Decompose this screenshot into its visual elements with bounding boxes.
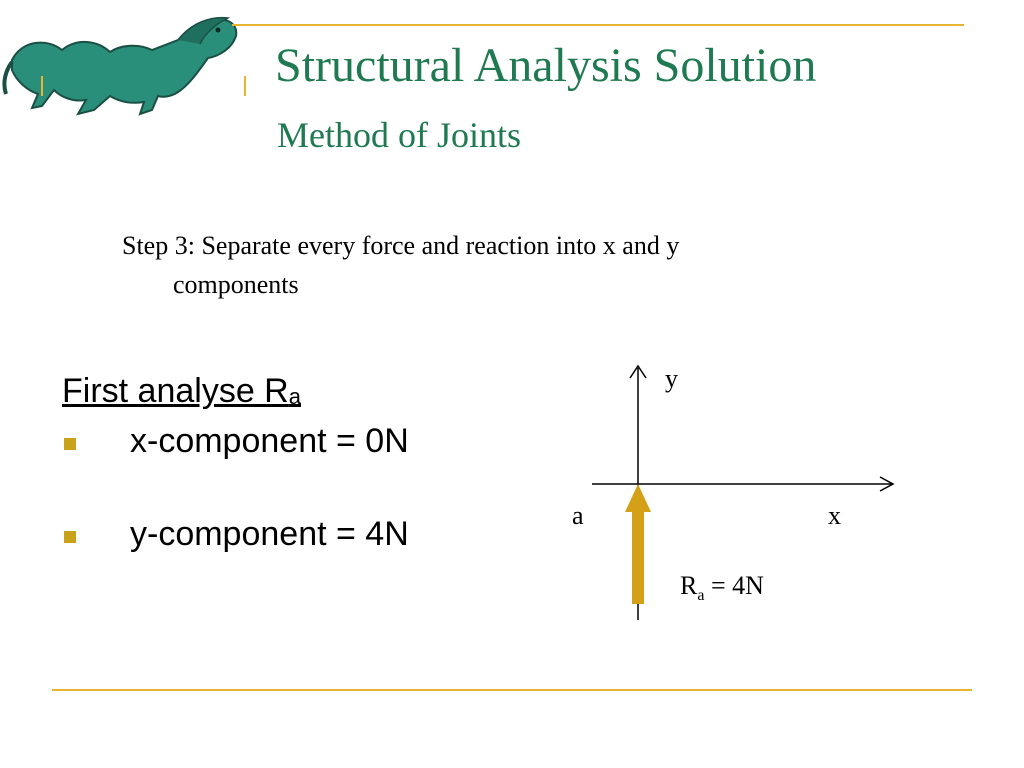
force-arrow-shaft bbox=[632, 510, 644, 604]
force-label-main: R bbox=[680, 571, 698, 600]
force-label bbox=[680, 571, 764, 604]
x-axis-label: x bbox=[828, 501, 841, 530]
y-axis-label: y bbox=[665, 364, 678, 393]
step-line-1: Step 3: Separate every force and reaction into x and y bbox=[122, 231, 680, 260]
force-arrow-head bbox=[625, 484, 651, 512]
bullet-text: y-component = 4N bbox=[130, 515, 409, 553]
force-label-rest: = 4N bbox=[704, 571, 764, 600]
bullet-text: x-component = 0N bbox=[130, 422, 409, 460]
page-title: Structural Analysis Solution bbox=[275, 39, 817, 92]
page-subtitle: Method of Joints bbox=[277, 115, 522, 155]
analysis-heading-sub: a bbox=[288, 384, 301, 409]
point-label: a bbox=[572, 501, 584, 530]
force-label-sub: a bbox=[697, 587, 705, 604]
step-line-2: components bbox=[173, 270, 299, 299]
analysis-heading-main: First analyse R bbox=[62, 372, 289, 410]
